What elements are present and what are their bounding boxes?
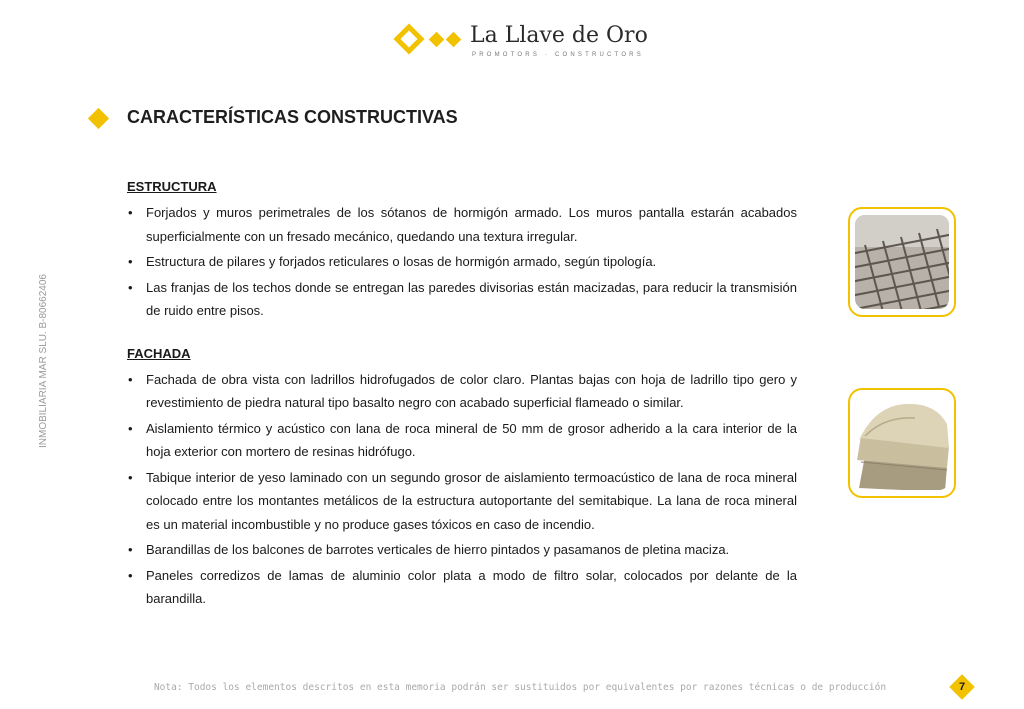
rock-wool-image <box>855 396 949 490</box>
brand-logo <box>398 22 648 64</box>
list-item: • Aislamiento térmico y acústico con lana de roca mineral de 50 mm de grosor adherido a la cara interior de la hoja exterior con mortero de resinas hidrófugo. <box>127 417 797 464</box>
section-heading-estructura: ESTRUCTURA <box>127 179 217 194</box>
logo-small-diamond-icon <box>429 32 445 48</box>
page-number: 7 <box>958 681 966 693</box>
logo-small-diamond-icon <box>446 32 462 48</box>
list-item: • Estructura de pilares y forjados reticulares o losas de hormigón armado, según tipología. <box>127 250 797 274</box>
footnote: Nota: Todos los elementos descritos en esta memoria podrán ser sustituidos por equivalentes por razones técnicas o de producción <box>153 682 887 693</box>
list-item: • Fachada de obra vista con ladrillos hidrofugados de color claro. Plantas bajas con hoja de ladrillo tipo gero y revestimiento de piedra natural tipo basalto negro con acabado superficial flameado o similar. <box>127 368 797 415</box>
main-content <box>127 178 797 613</box>
rock-wool-photo <box>848 388 956 498</box>
list-item: • Tabique interior de yeso laminado con un segundo grosor de aislamiento termoacústico de lana de roca mineral colocado entre los montantes metálicos de la estructura autoportante del semitabique. La lana de roca mineral es un material incombustible y no produce gases tóxicos en caso de incendio. <box>127 466 797 537</box>
title-diamond-icon <box>88 108 109 129</box>
list-item: • Barandillas de los balcones de barrotes verticales de hierro pintados y pasamanos de pletina maciza. <box>127 538 797 562</box>
page-number-badge <box>949 674 974 699</box>
company-side-label: INMOBILIARIA MAR SLU. B-80662406 <box>38 274 49 448</box>
brand-tagline: PROMOTORS · CONSTRUCTORS <box>472 52 644 58</box>
list-item: • Paneles corredizos de lamas de aluminio color plata a modo de filtro solar, colocados por delante de la barandilla. <box>127 564 797 611</box>
list-item: • Forjados y muros perimetrales de los sótanos de hormigón armado. Los muros pantalla estarán acabados superficialmente con un fresado mecánico, quedando una textura irregular. <box>127 201 797 248</box>
rebar-mesh-image <box>855 215 949 309</box>
rebar-mesh-photo <box>848 207 956 317</box>
brand-name: La Llave de Oro <box>470 23 648 48</box>
section-heading-fachada: FACHADA <box>127 345 191 361</box>
list-item: • Las franjas de los techos donde se entregan las paredes divisorias están macizadas, para reducir la transmisión de ruido entre pisos. <box>127 276 797 323</box>
logo-diamond-icon <box>393 23 424 54</box>
estructura-list <box>127 201 797 323</box>
fachada-list <box>127 368 797 611</box>
page-title: CARACTERÍSTICAS CONSTRUCTIVAS <box>127 107 458 127</box>
